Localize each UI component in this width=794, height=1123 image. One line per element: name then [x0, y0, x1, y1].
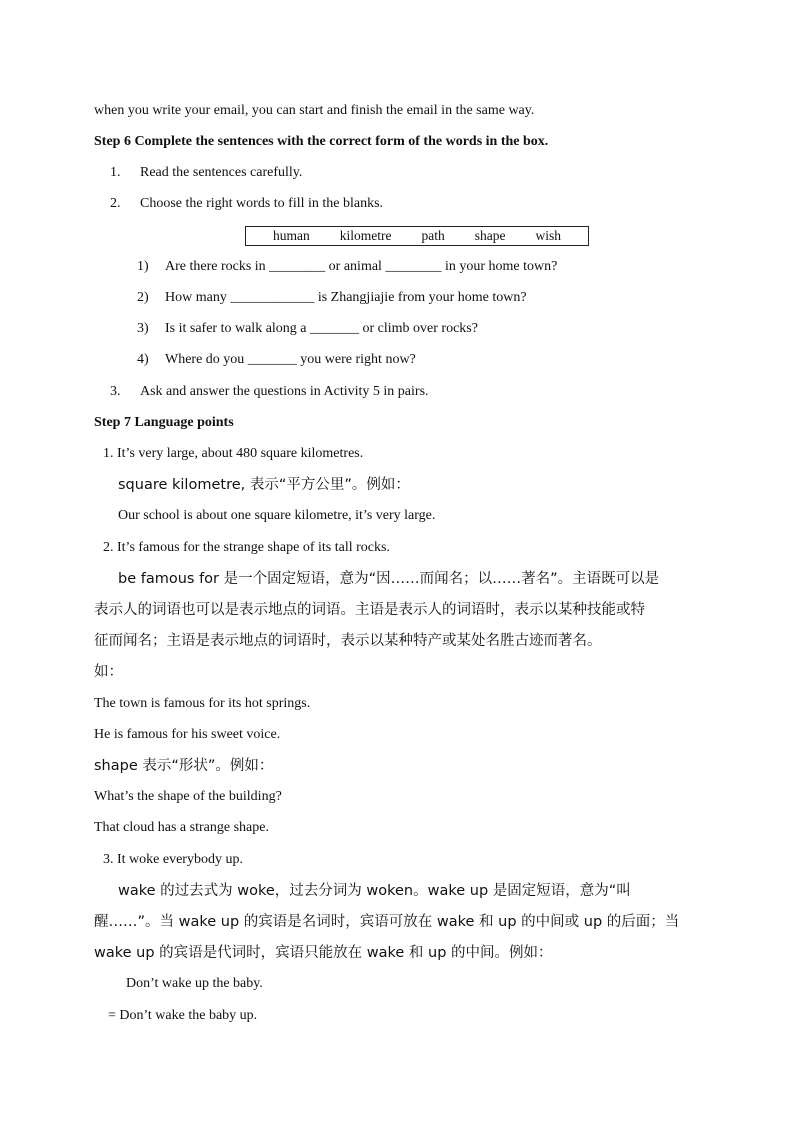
point-3-note-line-1: wake 的过去式为 woke，过去分词为 woken。wake up 是固定短语，意为“叫: [118, 883, 631, 899]
word-box-item: wish: [535, 228, 561, 243]
word-box-item: shape: [474, 228, 506, 243]
intro-line: when you write your email, you can start and finish the email in the same way.: [94, 103, 535, 118]
question-text: Is it safer to walk along a _______ or climb over rocks?: [165, 321, 478, 336]
item-number: 3.: [110, 384, 121, 399]
step6-item-1: [110, 163, 302, 183]
question-number: 2): [137, 290, 149, 305]
item-text: Read the sentences carefully.: [140, 165, 303, 180]
step6-item-2: [110, 194, 383, 214]
point-2-example-2: He is famous for his sweet voice.: [94, 727, 281, 742]
item-number: 2.: [110, 196, 121, 211]
question-number: 1): [137, 259, 149, 274]
question-number: 3): [137, 321, 149, 336]
point-2-title: 2. It’s famous for the strange shape of its tall rocks.: [103, 540, 390, 555]
point-3-example-2: = Don’t wake the baby up.: [108, 1008, 258, 1023]
word-box-item: human: [273, 228, 310, 243]
question-text: Are there rocks in ________ or animal ________ in your home town?: [165, 259, 558, 274]
point-2-note-line-2: 表示人的词语也可以是表示地点的词语。主语是表示人的词语时，表示以某种技能或特: [94, 602, 645, 618]
shape-note: shape 表示“形状”。例如：: [94, 758, 274, 774]
point-3-example-1: Don’t wake up the baby.: [126, 976, 263, 991]
question-3: [137, 319, 478, 339]
point-2-example-label: 如：: [94, 664, 123, 680]
step6-item-3: [110, 382, 429, 402]
point-2-example-3: What’s the shape of the building?: [94, 789, 282, 804]
point-1-title: 1. It’s very large, about 480 square kilometres.: [103, 446, 364, 461]
item-text: Ask and answer the questions in Activity 5 in pairs.: [140, 384, 429, 399]
item-text: Choose the right words to fill in the blanks.: [140, 196, 384, 211]
step7-heading: Step 7 Language points: [94, 415, 234, 430]
step6-heading: Step 6 Complete the sentences with the correct form of the words in the box.: [94, 134, 549, 149]
question-number: 4): [137, 352, 149, 367]
point-2-note-line-3: 征而闻名；主语是表示地点的词语时，表示以某种特产或某处名胜古迹而著名。: [94, 633, 602, 649]
question-text: How many ____________ is Zhangjiajie from your home town?: [165, 290, 527, 305]
point-3-note-line-3: wake up 的宾语是代词时，宾语只能放在 wake 和 up 的中间。例如：: [94, 945, 553, 961]
point-2-example-1: The town is famous for its hot springs.: [94, 696, 311, 711]
word-box-item: kilometre: [339, 228, 392, 243]
question-2: [137, 288, 527, 308]
point-2-example-4: That cloud has a strange shape.: [94, 820, 269, 835]
point-3-title: 3. It woke everybody up.: [103, 852, 243, 867]
item-number: 1.: [110, 165, 121, 180]
word-box: [245, 226, 589, 246]
question-4: [137, 350, 416, 370]
point-2-note-line-1: be famous for 是一个固定短语，意为“因……而闻名；以……著名”。主语既可以是: [118, 571, 660, 587]
word-box-item: path: [421, 228, 445, 243]
point-3-note-line-2: 醒……”。当 wake up 的宾语是名词时，宾语可放在 wake 和 up 的中间或 up 的后面；当: [94, 914, 680, 930]
point-1-example: Our school is about one square kilometre, it’s very large.: [118, 508, 436, 523]
point-1-note: square kilometre, 表示“平方公里”。例如：: [118, 477, 410, 493]
question-text: Where do you _______ you were right now?: [165, 352, 416, 367]
question-1: [137, 257, 557, 277]
